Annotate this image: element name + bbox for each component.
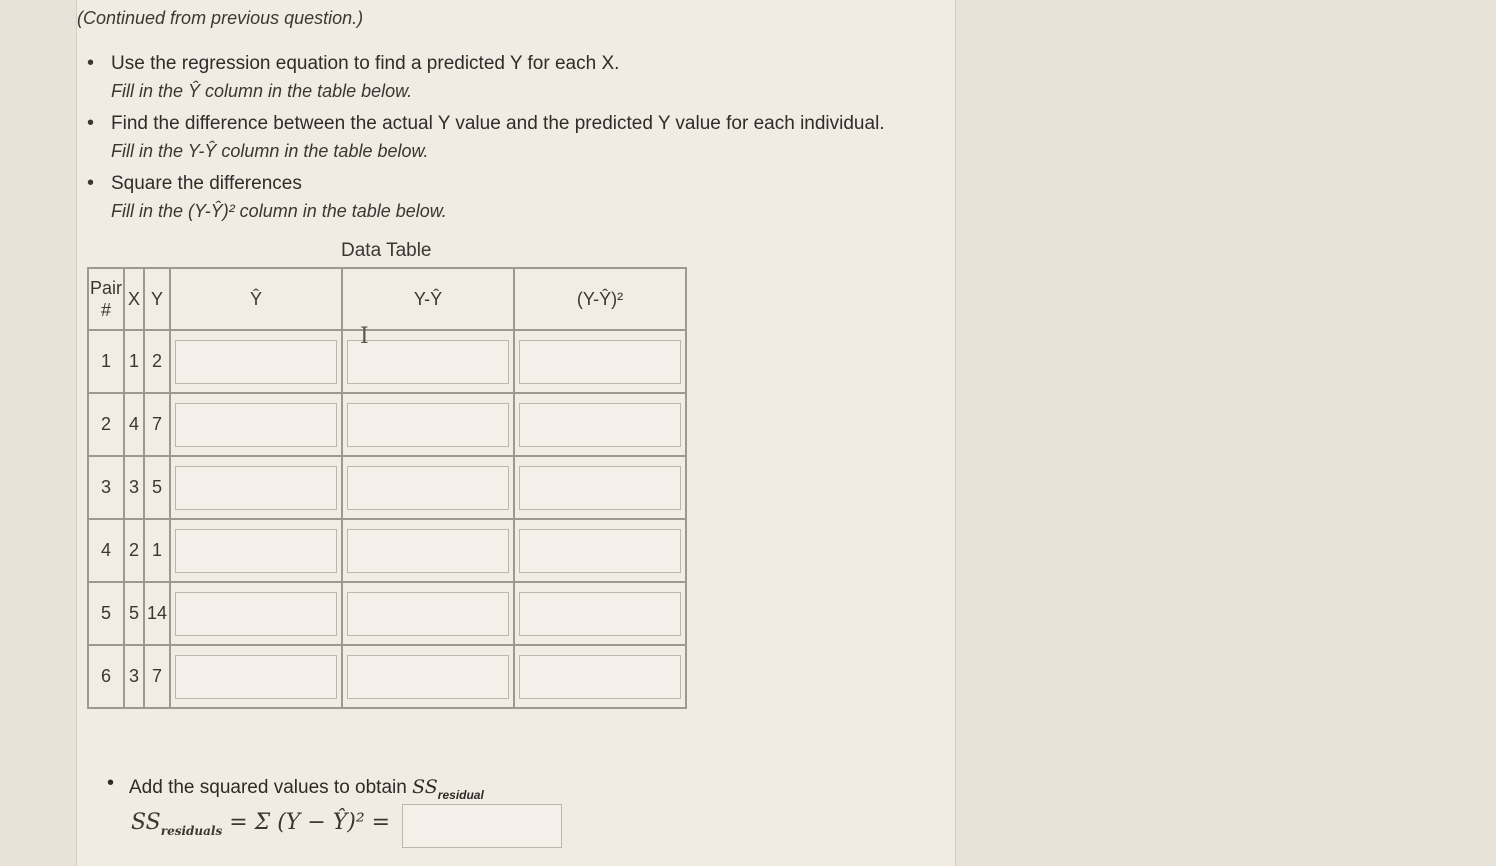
cell-x: 4	[124, 393, 144, 456]
cell-y: 1	[144, 519, 170, 582]
header-squared: (Y-Ŷ)²	[514, 268, 686, 330]
diff-input[interactable]	[347, 340, 509, 384]
ss-subscript: residual	[437, 788, 484, 802]
yhat-input[interactable]	[175, 655, 337, 699]
table-header-row	[88, 268, 686, 330]
cell-yhat	[170, 582, 342, 645]
table-row	[88, 519, 686, 582]
bullet-icon: •	[107, 772, 115, 794]
cell-pair: 2	[88, 393, 124, 456]
instruction-item	[87, 170, 927, 224]
squared-input[interactable]	[519, 403, 681, 447]
cell-squared	[514, 393, 686, 456]
header-x: X	[124, 268, 144, 330]
cell-pair: 3	[88, 456, 124, 519]
yhat-input[interactable]	[175, 592, 337, 636]
cell-pair: 1	[88, 330, 124, 393]
instruction-list	[87, 50, 927, 230]
yhat-input[interactable]	[175, 403, 337, 447]
cell-yhat	[170, 456, 342, 519]
squared-input[interactable]	[519, 466, 681, 510]
squared-input[interactable]	[519, 655, 681, 699]
cell-diff	[342, 456, 514, 519]
cell-y: 7	[144, 645, 170, 708]
diff-input[interactable]	[347, 466, 509, 510]
header-pair	[88, 268, 124, 330]
cell-yhat	[170, 645, 342, 708]
data-table	[87, 267, 687, 709]
ss-symbol: SS	[412, 776, 438, 798]
instruction-subtext: Fill in the Ŷ column in the table below.	[111, 81, 413, 101]
header-yhat: Ŷ	[170, 268, 342, 330]
cell-diff	[342, 582, 514, 645]
cell-pair: 6	[88, 645, 124, 708]
header-y: Y	[144, 268, 170, 330]
intro-text: (Continued from previous question.)	[77, 8, 364, 28]
table-row	[88, 456, 686, 519]
cell-x: 1	[124, 330, 144, 393]
cell-y: 5	[144, 456, 170, 519]
diff-input[interactable]	[347, 403, 509, 447]
cell-x: 3	[124, 645, 144, 708]
cell-y: 14	[144, 582, 170, 645]
instruction-subtext: Fill in the (Y-Ŷ)² column in the table below.	[111, 201, 447, 221]
yhat-input[interactable]	[175, 466, 337, 510]
cell-diff	[342, 393, 514, 456]
squared-input[interactable]	[519, 592, 681, 636]
formula-ss: SS	[131, 810, 161, 835]
cell-diff	[342, 645, 514, 708]
cell-y: 7	[144, 393, 170, 456]
table-row	[88, 582, 686, 645]
cell-x: 2	[124, 519, 144, 582]
cell-y: 2	[144, 330, 170, 393]
diff-input[interactable]	[347, 655, 509, 699]
instruction-item	[87, 110, 927, 164]
instruction-subtext: Fill in the Y-Ŷ column in the table below.	[111, 141, 429, 161]
cell-x: 3	[124, 456, 144, 519]
header-pair-hash: #	[100, 300, 111, 320]
instruction-item	[87, 50, 927, 104]
squared-input[interactable]	[519, 340, 681, 384]
cell-pair: 4	[88, 519, 124, 582]
header-diff: Y-Ŷ	[342, 268, 514, 330]
sum-instruction-text	[129, 776, 484, 802]
formula-subscript: residuals	[160, 824, 223, 838]
instruction-text: • Find the difference between the actual Y value and the predicted Y value for each individual.	[111, 113, 885, 134]
header-pair-label: Pair	[89, 278, 122, 298]
sum-instruction-label: Add the squared values to obtain	[129, 777, 413, 798]
yhat-input[interactable]	[175, 340, 337, 384]
table-row	[88, 645, 686, 708]
cell-x: 5	[124, 582, 144, 645]
question-panel	[76, 0, 956, 866]
cell-squared	[514, 582, 686, 645]
cell-diff	[342, 519, 514, 582]
cell-pair: 5	[88, 582, 124, 645]
instruction-text: • Use the regression equation to find a predicted Y for each X.	[111, 53, 620, 74]
yhat-input[interactable]	[175, 529, 337, 573]
cell-yhat	[170, 519, 342, 582]
instruction-text: • Square the differences	[111, 173, 302, 194]
cell-squared	[514, 519, 686, 582]
text-cursor-icon: I	[360, 324, 369, 349]
cell-yhat	[170, 393, 342, 456]
table-row	[88, 330, 686, 393]
formula-rhs: = Σ (Y − Ŷ)² =	[229, 810, 391, 835]
ss-formula	[131, 810, 390, 838]
cell-squared	[514, 645, 686, 708]
squared-input[interactable]	[519, 529, 681, 573]
cell-squared	[514, 456, 686, 519]
cell-yhat	[170, 330, 342, 393]
diff-input[interactable]	[347, 592, 509, 636]
cell-squared	[514, 330, 686, 393]
table-caption: Data Table	[341, 240, 432, 261]
diff-input[interactable]	[347, 529, 509, 573]
ss-residual-input[interactable]	[402, 804, 562, 848]
table-row	[88, 393, 686, 456]
